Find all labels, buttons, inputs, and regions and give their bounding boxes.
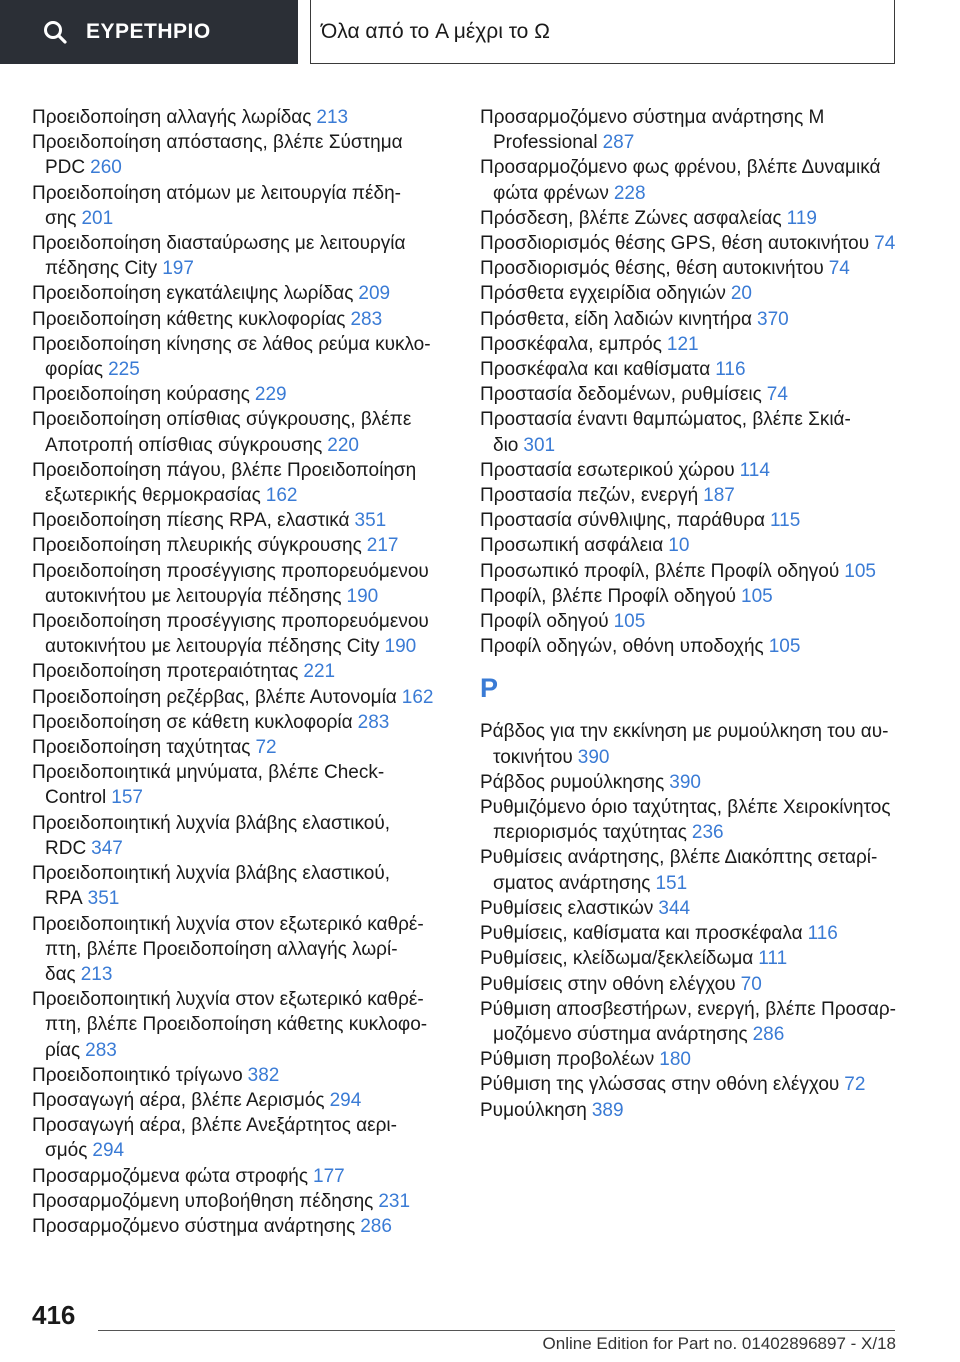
index-entry: [480, 609, 900, 634]
index-search-button[interactable]: [0, 0, 298, 64]
index-entry-text: Προειδοποίηση οπίσθιας σύγκρουσης, βλέπε Αποτροπή οπίσθιας σύγκρουσης: [32, 409, 412, 456]
index-entry-text: Ρύθμιση της γλώσσας στην οθόνη ελέγχου: [480, 1074, 840, 1096]
page-link[interactable]: 115: [770, 510, 801, 532]
index-column-right: [480, 105, 900, 1123]
index-entry-text: Προειδοποίηση κάθετης κυκλοφορίας: [32, 308, 346, 330]
index-entry-text: Προφίλ, βλέπε Προφίλ οδηγού: [480, 585, 737, 607]
index-entry: [480, 382, 900, 407]
index-entry-text: Ρυθμίσεις ελαστικών: [480, 897, 654, 919]
index-entry-text: Προειδοποίηση κίνησης σε λάθος ρεύμα κυκλοφορίας: [32, 333, 431, 381]
index-entry: [480, 584, 900, 609]
page-link[interactable]: 162: [265, 485, 298, 507]
page-link[interactable]: 114: [739, 459, 770, 481]
page-link[interactable]: 190: [346, 585, 379, 607]
index-entry: [32, 407, 452, 457]
page-link[interactable]: 72: [844, 1074, 866, 1096]
index-entry-text: Προειδοποίηση πάγου, βλέπε Προειδοποίηση εξωτερικής θερμοκρασίας: [32, 459, 417, 507]
page-link[interactable]: 20: [730, 283, 752, 305]
index-entry: [32, 659, 452, 684]
page-link[interactable]: 225: [108, 359, 140, 381]
page-link[interactable]: 286: [752, 1023, 785, 1045]
index-entry: [32, 281, 452, 306]
page-link[interactable]: 221: [303, 661, 336, 683]
page-link[interactable]: 389: [591, 1099, 624, 1121]
index-column-left: [32, 105, 452, 1239]
index-entry-text: Ράβδος για την εκκίνηση με ρυμούλκηση του αυτοκινήτου: [480, 721, 889, 768]
index-entry: [480, 458, 900, 483]
index-entry: [32, 382, 452, 407]
page-link[interactable]: 72: [255, 737, 277, 759]
index-group-pr: [480, 105, 900, 659]
index-entry: [32, 181, 452, 231]
index-entry: [32, 861, 452, 911]
page-link[interactable]: 116: [807, 923, 838, 945]
index-entry-text: Προειδοποίηση εγκατάλειψης λωρίδας: [32, 283, 354, 305]
index-entry-text: Προειδοποίηση σε κάθετη κυκλοφορία: [32, 711, 353, 733]
index-entry-text: Προειδοποίηση αλλαγής λωρίδας: [32, 107, 312, 128]
index-entry-text: Προσαρμοζόμενο σύστημα ανάρτησης: [32, 1215, 356, 1237]
index-entry: [32, 912, 452, 988]
index-entry-text: Προσωπική ασφάλεια: [480, 535, 664, 557]
index-entry-text: Ρύθμιση αποσβεστήρων, ενεργή, βλέπε Προσαρμοζόμενο σύστημα ανάρτησης: [480, 998, 896, 1045]
index-entry-text: Προστασία δεδομένων, ρυθμίσεις: [480, 384, 762, 406]
index-entry: [480, 770, 900, 795]
page-link[interactable]: 121: [666, 333, 699, 355]
index-entry: [32, 1113, 452, 1163]
index-entry-text: Πρόσθετα εγχειρίδια οδηγιών: [480, 283, 726, 305]
index-entry: [480, 559, 900, 584]
index-entry-text: Προειδοποίηση προτεραιότητας: [32, 661, 299, 683]
top-bar: [0, 0, 960, 66]
index-entry-text: Προειδοποίηση προσέγγισης προπορευόμενου αυτοκινήτου με λειτουργία πέδησης: [32, 560, 429, 607]
page-link[interactable]: 209: [358, 283, 391, 305]
index-entry: [480, 206, 900, 231]
index-entry: [32, 1164, 452, 1189]
index-entry-text: Προσαρμοζόμενα φώτα στροφής: [32, 1165, 309, 1187]
index-entry-text: Προστασία σύνθλιψης, παράθυρα: [480, 510, 765, 532]
index-entry: [480, 533, 900, 558]
index-entry: [480, 921, 900, 946]
index-entry: [480, 896, 900, 921]
page-link[interactable]: 228: [613, 182, 646, 204]
page-number: 416: [32, 1300, 76, 1330]
index-entry: [480, 972, 900, 997]
index-entry-text: Προσαρμοζόμενο σύστημα ανάρτησης M Professional: [480, 107, 825, 154]
index-entry-text: Προφίλ οδηγών, οθόνη υποδοχής: [480, 636, 764, 658]
index-entry-text: Προφίλ οδηγού: [480, 611, 609, 633]
index-entry-text: Προσδιορισμός θέσης, θέση αυτοκινήτου: [480, 258, 824, 280]
index-entry-text: Προειδοποίηση ταχύτητας: [32, 737, 251, 759]
index-entry: [480, 997, 900, 1047]
index-entry: [32, 231, 452, 281]
page-link[interactable]: 74: [874, 233, 896, 255]
page-link[interactable]: 105: [741, 585, 773, 607]
page-link[interactable]: 301: [523, 434, 556, 456]
index-entry-text: Προσδιορισμός θέσης GPS, θέση αυτοκινήτου: [480, 233, 870, 255]
index-entry: [480, 281, 900, 306]
page-link[interactable]: 151: [655, 872, 688, 894]
page-link[interactable]: 347: [91, 837, 123, 859]
page-link[interactable]: 260: [90, 157, 122, 179]
page-link[interactable]: 229: [254, 384, 287, 406]
section-title: Όλα από το A μέχρι το Ω: [321, 19, 550, 43]
index-label: ΕΥΡΕΤΗΡΙΟ: [86, 20, 211, 43]
index-entry: [480, 795, 900, 845]
index-entry-text: Προειδοποιητική λυχνία στον εξωτερικό καθρέπτη, βλέπε Προειδοποίηση κάθετης κυκλοφορίας: [32, 989, 428, 1061]
index-entry: [32, 533, 452, 558]
page-link[interactable]: 370: [757, 308, 789, 330]
index-entry: [32, 1063, 452, 1088]
index-entry-text: Ρυθμίσεις στην οθόνη ελέγχου: [480, 973, 736, 995]
index-entry-text: Προειδοποιητικό τρίγωνο: [32, 1064, 243, 1086]
page-link[interactable]: 351: [87, 888, 120, 910]
index-entry-text: Προσαγωγή αέρα, βλέπε Ανεξάρτητος αερισμός: [32, 1115, 397, 1162]
index-entry-text: Προσωπικό προφίλ, βλέπε Προφίλ οδηγού: [480, 560, 840, 582]
search-icon: [42, 19, 68, 45]
index-entry: [480, 155, 900, 205]
index-entry: [32, 332, 452, 382]
page-link[interactable]: 116: [715, 359, 746, 381]
page-link[interactable]: 157: [111, 787, 143, 809]
index-entry: [480, 634, 900, 659]
index-entry-text: Προειδοποίηση προσέγγισης προπορευόμενου αυτοκινήτου με λειτουργία πέδησης City: [32, 611, 429, 658]
page-link[interactable]: 287: [602, 132, 635, 154]
page-link[interactable]: 162: [401, 686, 434, 708]
index-entry: [480, 1047, 900, 1072]
index-entry-text: Προειδοποίηση κούρασης: [32, 384, 250, 406]
index-entry: [32, 130, 452, 180]
page-link[interactable]: 390: [577, 746, 610, 768]
index-entry-text: Προσαγωγή αέρα, βλέπε Αερισμός: [32, 1089, 325, 1111]
index-entry-text: Προσαρμοζόμενο φως φρένου, βλέπε Δυναμικά φώτα φρένων: [480, 157, 881, 204]
index-entry-text: Προειδοποίηση ατόμων με λειτουργία πέδησης: [32, 182, 401, 229]
index-entry-text: Προσκέφαλα, εμπρός: [480, 333, 662, 355]
index-entry-text: Προειδοποιητική λυχνία βλάβης ελαστικού, RDC: [32, 812, 391, 859]
page-link[interactable]: 217: [366, 535, 399, 557]
index-entry-text: Προστασία πεζών, ενεργή: [480, 485, 699, 507]
index-entry: [32, 735, 452, 760]
page-link[interactable]: 180: [659, 1049, 691, 1071]
index-entry: [480, 946, 900, 971]
page-link[interactable]: 283: [357, 711, 390, 733]
page-link[interactable]: 286: [360, 1215, 392, 1237]
index-entry-text: Ρυθμιζόμενο όριο ταχύτητας, βλέπε Χειροκίνητος περιορισμός ταχύτητας: [480, 797, 891, 844]
index-entry: [32, 760, 452, 810]
page-link[interactable]: 105: [768, 636, 801, 658]
page-link[interactable]: 111: [758, 948, 788, 970]
index-entry: [480, 307, 900, 332]
index-entry: [32, 559, 452, 609]
index-group-r: [480, 719, 900, 1122]
index-entry-text: Προστασία εσωτερικού χώρου: [480, 459, 735, 481]
index-entry-text: Ρυμούλκηση: [480, 1099, 587, 1121]
index-entry: [32, 1189, 452, 1214]
section-title-box: [310, 0, 895, 64]
page-link[interactable]: 351: [354, 510, 387, 532]
index-entry: [32, 710, 452, 735]
index-entry: [32, 458, 452, 508]
index-entry: [32, 987, 452, 1063]
index-entry: [480, 357, 900, 382]
index-entry-text: Ρυθμίσεις ανάρτησης, βλέπε Διακόπτης σεταρίσματος ανάρτησης: [480, 847, 878, 894]
index-entry: [480, 483, 900, 508]
section-letter: Ρ: [480, 673, 499, 704]
page-link[interactable]: 105: [844, 560, 876, 582]
page-link[interactable]: 187: [703, 485, 735, 507]
index-entry: [480, 231, 900, 256]
index-entry-text: Προειδοποιητική λυχνία βλάβης ελαστικού, RPA: [32, 863, 391, 910]
page-link[interactable]: 70: [740, 973, 762, 995]
index-entry: [32, 1088, 452, 1113]
index-entry: [32, 508, 452, 533]
index-entry-text: Ρυθμίσεις, καθίσματα και προσκέφαλα: [480, 923, 803, 945]
footer-edition: Online Edition for Part no. 01402896897 - X/18: [542, 1334, 896, 1353]
page-link[interactable]: 177: [313, 1165, 345, 1187]
index-entry: [480, 105, 900, 155]
index-entry: [32, 811, 452, 861]
index-entry-text: Ρύθμιση προβολέων: [480, 1049, 655, 1071]
index-entry-text: Προειδοποίηση απόστασης, βλέπε Σύστημα PDC: [32, 132, 403, 179]
page-link[interactable]: 294: [92, 1140, 125, 1162]
footer-divider: [98, 1330, 895, 1331]
index-entry-text: Προειδοποιητική λυχνία στον εξωτερικό καθρέπτη, βλέπε Προειδοποίηση αλλαγής λωρίδας: [32, 913, 424, 985]
index-entry: [480, 719, 900, 769]
index-entry-text: Ράβδος ρυμούλκησης: [480, 771, 665, 793]
page-link[interactable]: 105: [613, 611, 646, 633]
page-link[interactable]: 283: [350, 308, 383, 330]
index-entry: [480, 256, 900, 281]
index-entry-text: Ρυθμίσεις, κλείδωμα/ξεκλείδωμα: [480, 948, 754, 970]
page-link[interactable]: 74: [828, 258, 850, 280]
page-link[interactable]: 283: [85, 1039, 117, 1061]
index-entry-text: Πρόσδεση, βλέπε Ζώνες ασφαλείας: [480, 207, 782, 229]
index-entry-text: Προειδοποιητικά μηνύματα, βλέπε Check-Control: [32, 762, 385, 809]
index-entry: [480, 845, 900, 895]
page-link[interactable]: 10: [668, 535, 690, 557]
index-entry-text: Προστασία έναντι θαμπώματος, βλέπε Σκιάδιο: [480, 409, 851, 456]
index-entry: [480, 508, 900, 533]
index-entry-text: Προειδοποίηση πίεσης RPA, ελαστικά: [32, 510, 350, 532]
page-link[interactable]: 236: [691, 822, 724, 844]
index-entry: [480, 1098, 900, 1123]
page-link[interactable]: 382: [247, 1064, 280, 1086]
page-link[interactable]: 220: [327, 434, 359, 456]
index-entry: [32, 307, 452, 332]
index-entry-text: Προειδοποίηση πλευρικής σύγκρουσης: [32, 535, 362, 557]
index-entry-text: Προσαρμοζόμενη υποβοήθηση πέδησης: [32, 1190, 374, 1212]
index-entry-text: Πρόσθετα, είδη λαδιών κινητήρα: [480, 308, 753, 330]
index-entry: [32, 1214, 452, 1239]
page-link[interactable]: 213: [80, 963, 113, 985]
index-entry: [32, 105, 452, 130]
page-link[interactable]: 294: [329, 1089, 362, 1111]
page-link[interactable]: 119: [786, 207, 817, 229]
index-entry: [480, 332, 900, 357]
page-link[interactable]: 201: [81, 207, 114, 229]
page-link[interactable]: 231: [378, 1190, 411, 1212]
page-link[interactable]: 390: [669, 771, 701, 793]
page-link[interactable]: 213: [316, 107, 349, 128]
index-entry-text: Προειδοποίηση ρεζέρβας, βλέπε Αυτονομία: [32, 686, 397, 708]
page-link[interactable]: 190: [384, 636, 417, 658]
page-link[interactable]: 197: [162, 258, 194, 280]
index-entry: [480, 407, 900, 457]
index-entry-text: Προσκέφαλα και καθίσματα: [480, 359, 711, 381]
index-entry: [480, 1072, 900, 1097]
index-entry: [32, 609, 452, 659]
page-link[interactable]: 344: [658, 897, 691, 919]
page-link[interactable]: 74: [766, 384, 788, 406]
index-entry-text: Προειδοποίηση διασταύρωσης με λειτουργία πέδησης City: [32, 233, 406, 280]
index-entry: [32, 685, 452, 710]
